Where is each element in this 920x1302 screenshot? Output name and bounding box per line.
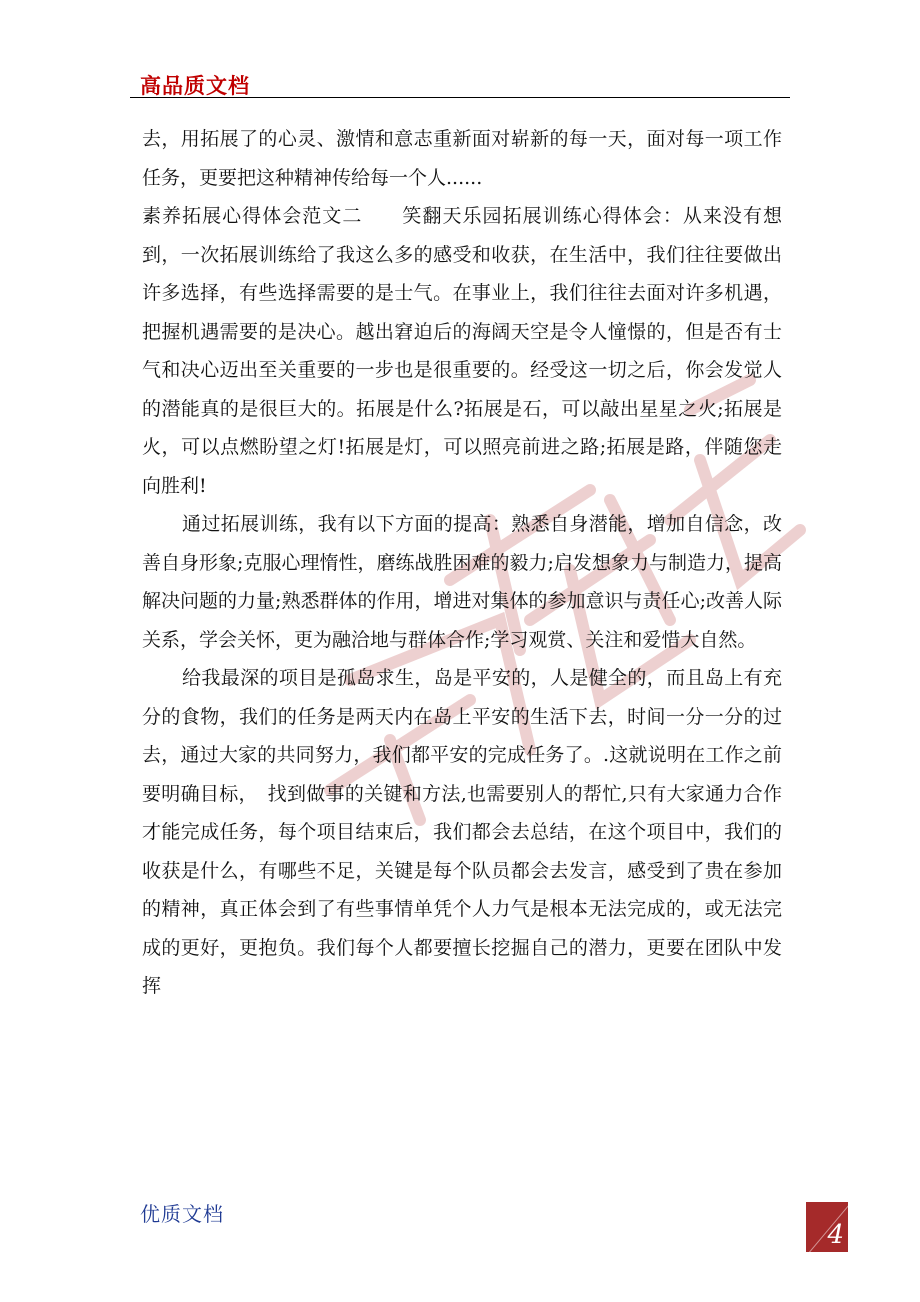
paragraph-improvements: 通过拓展训练，我有以下方面的提高：熟悉自身潜能，增加自信念，改善自身形象;克服心理惰性，磨练战胜困难的毅力;启发想象力与制造力，提高解决问题的力量;熟悉群体的作用，增进对集体的参加意识与责任心;改善人际关系，学会关怀，更为融洽地与群体合作;学习观赏、关注和爱惜大自然。 — [142, 513, 782, 651]
document-body — [142, 120, 782, 1006]
paragraph-continuation: 去，用拓展了的心灵、激情和意志重新面对崭新的每一天，面对每一项工作任务，更要把这种精神传给每一个人...... — [142, 128, 782, 189]
paragraph-island-project: 给我最深的项目是孤岛求生，岛是平安的，人是健全的，而且岛上有充分的食物，我们的任务是两天内在岛上平安的生活下去，时间一分一分的过去，通过大家的共同努力，我们都平安的完成任务了。.这就说明在工作之前要明确目标， 找到做事的关键和方法,也需要别人的帮忙,只有大家通力合作才能完成任务，每个项目结束后，我们都会去总结，在这个项目中，我们的收获是什么，有哪些不足，关键是每个队员都会去发言，感受到了贵在参加的精神，真正体会到了有些事情单凭个人力气是根本无法完成的，或无法完成的更好，更抱负。我们每个人都要擅长挖掘自己的潜力，更要在团队中发挥 — [142, 667, 782, 997]
page-number: 4 — [827, 1220, 844, 1250]
paragraph-section-title: 素养拓展心得体会范文二 笑翻天乐园拓展训练心得体会：从来没有想到，一次拓展训练给了我这么多的感受和收获，在生活中，我们往往要做出许多选择，有些选择需要的是士气。在事业上，我们往往去面对许多机遇，把握机遇需要的是决心。越出窘迫后的海阔天空是令人憧憬的，但是否有士气和决心迈出至关重要的一步也是很重要的。经受这一切之后，你会发觉人的潜能真的是很巨大的。拓展是什么?拓展是石，可以敲出星星之火;拓展是火，可以点燃盼望之灯!拓展是灯，可以照亮前进之路;拓展是路，伴随您走向胜利! — [142, 205, 782, 497]
footer-title: 优质文档 — [140, 1202, 224, 1226]
header-divider — [130, 97, 790, 98]
page-number-badge — [806, 1202, 848, 1252]
header-title: 高品质文档 — [140, 74, 250, 98]
